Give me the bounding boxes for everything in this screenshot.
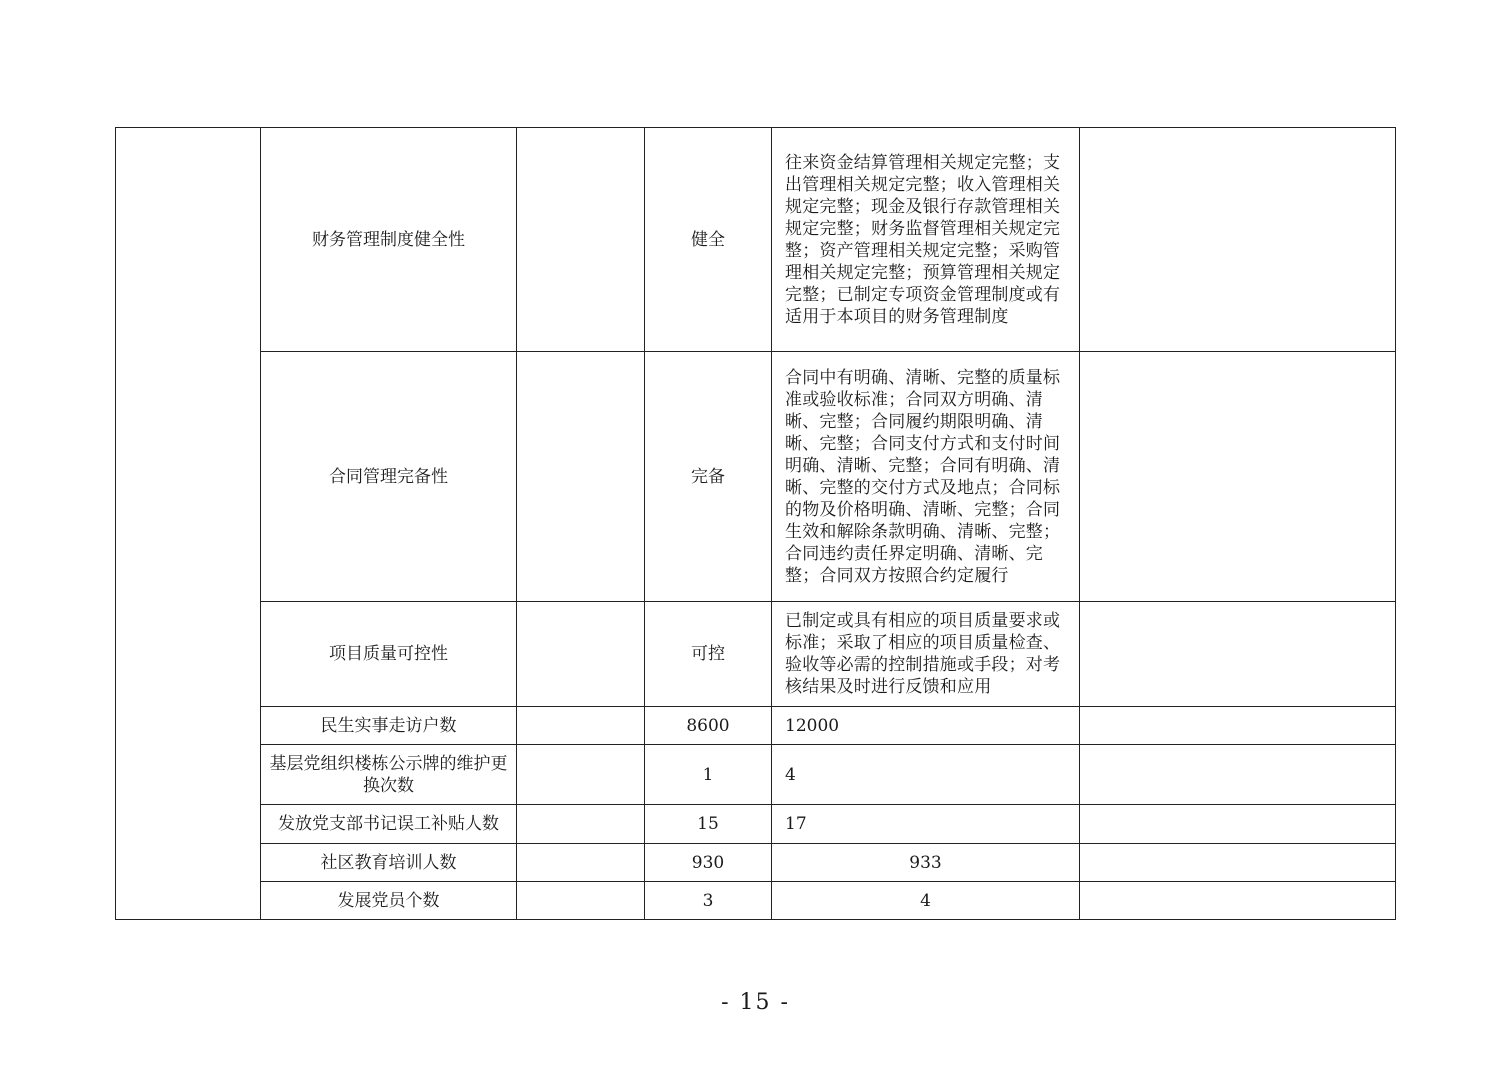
- table-row: [116, 707, 1396, 745]
- standard-description: 往来资金结算管理相关规定完整；支出管理相关规定完整；收入管理相关规定完整；现金及银行存款管理相关规定完整；财务监督管理相关规定完整；资产管理相关规定完整；采购管理相关规定完整；预算管理相关规定完整；已制定专项资金管理制度或有适用于本项目的财务管理制度: [772, 128, 1080, 352]
- standard-value: 4: [772, 882, 1080, 920]
- indicator-name: 社区教育培训人数: [261, 844, 517, 882]
- target-value: [517, 882, 645, 920]
- indicator-name: 合同管理完备性: [261, 352, 517, 602]
- actual-value: 1: [645, 745, 772, 805]
- actual-value: 健全: [645, 128, 772, 352]
- target-value: [517, 745, 645, 805]
- standard-value: 12000: [772, 707, 1080, 745]
- actual-value: 930: [645, 844, 772, 882]
- table-row: [116, 882, 1396, 920]
- actual-value: 完备: [645, 352, 772, 602]
- table-row: [116, 745, 1396, 805]
- table-row: [116, 602, 1396, 707]
- indicator-name: 项目质量可控性: [261, 602, 517, 707]
- indicator-name: 发放党支部书记误工补贴人数: [261, 805, 517, 844]
- actual-value: 3: [645, 882, 772, 920]
- remark-cell: [1080, 707, 1396, 745]
- standard-value: 17: [772, 805, 1080, 844]
- actual-value: 15: [645, 805, 772, 844]
- remark-cell: [1080, 128, 1396, 352]
- remark-cell: [1080, 805, 1396, 844]
- target-value: [517, 602, 645, 707]
- actual-value: 8600: [645, 707, 772, 745]
- target-value: [517, 805, 645, 844]
- indicator-name: 发展党员个数: [261, 882, 517, 920]
- standard-description: 合同中有明确、清晰、完整的质量标准或验收标准；合同双方明确、清晰、完整；合同履约期限明确、清晰、完整；合同支付方式和支付时间明确、清晰、完整；合同有明确、清晰、完整的交付方式及地点；合同标的物及价格明确、清晰、完整；合同生效和解除条款明确、清晰、完整；合同违约责任界定明确、清晰、完整；合同双方按照合约定履行: [772, 352, 1080, 602]
- remark-cell: [1080, 882, 1396, 920]
- target-value: [517, 352, 645, 602]
- table-row: [116, 352, 1396, 602]
- actual-value: 可控: [645, 602, 772, 707]
- table-row: [116, 844, 1396, 882]
- remark-cell: [1080, 352, 1396, 602]
- remark-cell: [1080, 602, 1396, 707]
- target-value: [517, 844, 645, 882]
- indicator-name: 基层党组织楼栋公示牌的维护更换次数: [261, 745, 517, 805]
- table-row: [116, 805, 1396, 844]
- indicator-name: 财务管理制度健全性: [261, 128, 517, 352]
- standard-value: 933: [772, 844, 1080, 882]
- target-value: [517, 707, 645, 745]
- remark-cell: [1080, 745, 1396, 805]
- remark-cell: [1080, 844, 1396, 882]
- page-number: - 15 -: [721, 990, 790, 1015]
- performance-indicator-table: [115, 127, 1396, 920]
- table-row: [116, 128, 1396, 352]
- standard-description: 已制定或具有相应的项目质量要求或标准；采取了相应的项目质量检查、验收等必需的控制措施或手段；对考核结果及时进行反馈和应用: [772, 602, 1080, 707]
- indicator-name: 民生实事走访户数: [261, 707, 517, 745]
- category-cell: [116, 128, 261, 920]
- standard-value: 4: [772, 745, 1080, 805]
- target-value: [517, 128, 645, 352]
